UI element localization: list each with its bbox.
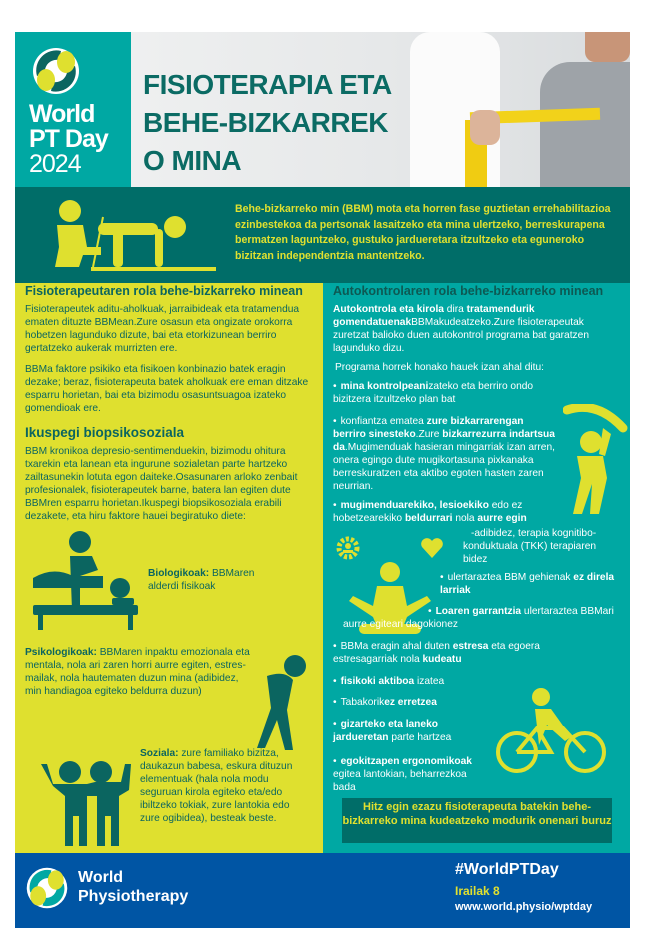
program-item [333, 718, 483, 744]
gear-person-icon [335, 535, 361, 561]
bold-text: aurre egin [477, 513, 527, 524]
text: konfiantza ematea [340, 416, 427, 427]
heading-self-management: Autokontrolaren rola behe-bizkarreko minean [333, 284, 604, 298]
social-factor-text [140, 747, 310, 825]
footer-url-link[interactable]: www.world.physio/wptday [455, 901, 593, 913]
exercise-illustration-icon [43, 197, 223, 273]
world-physiotherapy-logo-icon [25, 865, 69, 911]
hero-photo [400, 32, 630, 187]
back-pain-person-icon [253, 654, 313, 754]
footer-brand [78, 868, 188, 906]
bold-text: zure bizkarrarengan berriro sinesteko [333, 416, 524, 440]
cta-box: Hitz egin ezazu fisioterapeuta batekin behe-bizkarreko mina kudeatzeko modurik onenari buruz [342, 798, 612, 843]
text: dira [443, 304, 467, 315]
text: parte hartzea [388, 732, 452, 743]
bold-text: Autokontrola eta kirola [333, 304, 444, 315]
bold-text: Biologikoak: [148, 568, 212, 579]
wpt-logo-icon [31, 46, 81, 96]
program-item [333, 696, 437, 709]
program-intro: Programa horrek honako hauek izan ahal ditu: [335, 362, 544, 373]
text: egitea lantokian, beharrezkoa bada [333, 769, 467, 793]
logo-line-2: PT Day [29, 125, 108, 153]
bold-text: estresa [452, 641, 489, 652]
paragraph-physio-role-2: BBMa faktore psikiko eta fisikoen konbinazio batek eragin dezake; beraz, fisioterapeuta batek aholkuak ere eman ditzake esparru horietan, bai eta bizimodu osasuntsuagoa izateko gomendioak ere. [25, 364, 309, 414]
text: izatea [414, 676, 445, 687]
logo-line-3: 2024 [29, 150, 81, 178]
hashtag: #WorldPTDay [455, 861, 559, 878]
bold-text: mina kontrolpeani [340, 381, 429, 392]
program-item [333, 499, 573, 525]
friends-support-icon [37, 760, 133, 860]
text: edo ez hobetzearekiko [333, 500, 523, 524]
banner-text: Behe-bizkarreko min (BBM) mota eta horren fase guztietan errehabilitazioa ezinbestekoa da pertsonak lasaitzeko eta mina ulertzeko, berreskurapena bermatzen laguntzeko, gustuko jardueretara itzultzeko eta eguneroko bizitzan independentzia mantentzeko. [235, 203, 611, 262]
text: BBMakudeatzeko.Zure fisioterapeutak zuretzat balioko duen autokontrol programa bat garatzen lagunduko dizu. [333, 317, 589, 354]
bold-text: mugimenduarekiko, lesioekiko [340, 500, 489, 511]
bold-text: gizarteko eta laneko jardueretan [333, 719, 438, 743]
text: zure familiako bizitza, daukazun babesa, eskura dituzun elementuak (hala nola modu seguruan kirola egiteko eta/edo ibiltzeko tokiak, zure lantokia edo zure ogibidea), besteak beste. [140, 748, 293, 824]
self-management-intro [333, 303, 618, 355]
bullet-icon: • [333, 641, 337, 652]
title-line: O MINA [143, 145, 242, 176]
bullet-icon: • [333, 756, 337, 767]
program-item [333, 380, 558, 406]
world-pt-day-logo [15, 32, 131, 187]
cyclist-icon [495, 687, 610, 777]
biological-factor-text [148, 567, 278, 593]
event-date: Irailak 8 [455, 884, 500, 898]
bold-text: ez erretzea [384, 697, 437, 708]
poster [15, 32, 630, 928]
bold-text: beldurrari [404, 513, 453, 524]
heading-biopsychosocial: Ikuspegi biopsikosoziala [25, 425, 185, 440]
header [15, 32, 630, 187]
program-item [333, 415, 558, 493]
program-item [343, 605, 618, 631]
bold-text: Loaren garrantzia [435, 606, 522, 617]
bullet-icon: • [333, 381, 337, 392]
therapist-treatment-icon [28, 530, 140, 630]
bold-text: bizkarrezurra indartsua da [333, 429, 555, 453]
text: eta egoera estresagarriak nola [333, 641, 540, 665]
title-line: FISIOTERAPIA ETA [143, 69, 392, 100]
bold-text: egokitzapen ergonomikoak [340, 756, 472, 767]
text: ulertaraztea BBM gehienak [447, 572, 574, 583]
title-line: BEHE-BIZKARREK [143, 107, 388, 138]
text: .Zure [415, 429, 443, 440]
paragraph-physio-role-1: Fisioterapeutek aditu-aholkuak, jarraibideak eta tratamendua ematen dituzte BBMean.Zure osasun eta ongizate orokorra hobetzen lagunduko dizute, bai eta etorkizunean berriro gertatzeko aukerak murrizten ere. [25, 304, 300, 354]
program-item [440, 571, 615, 597]
program-item-continuation: -adibidez, terapia kognitibo-konduktuala (TKK) terapiaren bidez [463, 528, 597, 565]
logo-line-1: World [29, 100, 95, 128]
bullet-icon: • [333, 500, 337, 511]
text: zateko eta berriro ondo bizitzera itzultzeko plan bat [333, 381, 534, 405]
bold-text: kudeatu [422, 654, 462, 665]
text: .Mugimenduak hasieran mingarriak izan arren, onera egingo dute mugikortasuna pixkanaka berreskuratzen eta aktibo egoten hasten zaren neurrian. [333, 442, 555, 492]
footer [15, 853, 630, 928]
bold-text: Psikologikoak: [25, 647, 100, 658]
text: BBMaren alderdi fisikoak [148, 568, 255, 592]
bold-text: fisikoki aktiboa [340, 676, 415, 687]
bold-text: tratamendurik gomendatuenak [333, 304, 535, 328]
bold-text: Soziala: [140, 748, 182, 759]
brand-line: Physiotherapy [78, 888, 189, 905]
bullet-icon: • [428, 606, 432, 617]
text: nola [452, 513, 478, 524]
program-item [333, 640, 563, 666]
text: BBMa eragin ahal duten [340, 641, 453, 652]
bullet-icon: • [333, 697, 337, 708]
page-title [143, 66, 392, 180]
bold-text: ez direla larriak [440, 572, 615, 596]
bullet-icon: • [333, 416, 337, 427]
psychological-factor-text [25, 646, 250, 698]
text: BBMaren inpaktu emozionala eta mentala, nola ari zaren horri aurre egiten, estres-mailak, nola hautematen duzun mina (adibidez, min handiagoa egiteko beldurra duzun) [25, 647, 250, 697]
program-item [333, 675, 444, 688]
paragraph-biopsychosocial: BBM kronikoa depresio-sentimenduekin, bizimodu ohitura txarekin eta lanean eta ingurune sozialetan parte hartzeko zailtasunekin lotuta egon daiteke.Osasunaren arloko zenbait profesionalek, fisioterapeutek barne, batera lan egiten dute BBMren esparru horietan.Ikuspegi biopsikosoziala erabili dezakete, eta hiru faktore hauei begiratuko diete: [25, 446, 298, 522]
heart-icon [420, 537, 444, 559]
bullet-icon: • [333, 676, 337, 687]
heading-physio-role: Fisioterapeutaren rola behe-bizkarreko minean [25, 284, 303, 298]
text: Tabakorik [340, 697, 385, 708]
brand-line: World [78, 869, 124, 886]
bullet-icon: • [440, 572, 444, 583]
bullet-icon: • [333, 719, 337, 730]
program-item [333, 755, 483, 794]
text: ulertaraztea BBMari aurre egiteari dagokionez [343, 606, 614, 630]
